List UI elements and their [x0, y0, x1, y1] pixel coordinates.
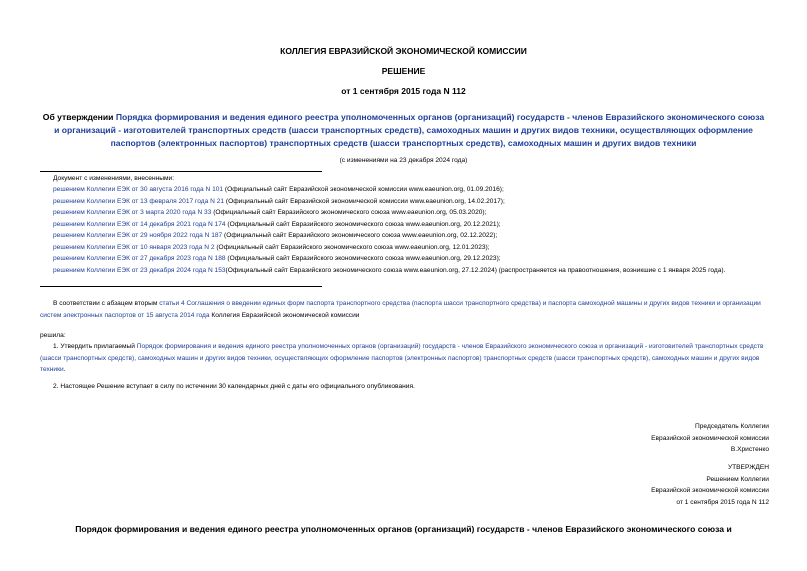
title-link[interactable]: Порядка формирования и ведения единого реестра уполномоченных органов (организаций) государств - членов Евразийского экономического союза и организаций - изготовителей транспортных средств (шасси транспортных средств), самоходных машин и других видов техники, осуществляющих оформление паспортов (электронных паспортов) транспортных средств (шасси транспортных средств), самоходных машин и других видов техники — [54, 112, 765, 148]
point-2: 2. Настоящее Решение вступает в силу по истечении 30 календарных дней с даты его официального опубликования. — [53, 383, 415, 390]
title-prefix: Об утверждении — [42, 112, 116, 122]
list-item: решением Коллегии ЕЭК от 23 декабря 2024 года N 153(Официальный сайт Евразийского экономического союза www.eaeunion.org, 27.12.2024) (распространяется на правоотношения, возникшие с 1 января 2025 года). — [53, 266, 726, 274]
list-item: решением Коллегии ЕЭК от 10 января 2023 года N 2 (Официальный сайт Евразийского экономического союза www.eaeunion.org, 12.01.2023); — [53, 243, 490, 251]
list-item: решением Коллегии ЕЭК от 14 декабря 2021 года N 174 (Официальный сайт Евразийского экономического союза www.eaeunion.org, 20.12.2021); — [53, 220, 501, 228]
decided-label: решила: — [40, 332, 66, 339]
amendment-link[interactable]: решением Коллегии ЕЭК от 14 декабря 2021 года N 174 — [53, 220, 226, 228]
org-name: КОЛЛЕГИЯ ЕВРАЗИЙСКОЙ ЭКОНОМИЧЕСКОЙ КОМИССИИ — [280, 46, 527, 56]
list-item: решением Коллегии ЕЭК от 29 ноября 2022 года N 187 (Официальный сайт Евразийского экономического союза www.eaeunion.org, 02.12.2022); — [53, 232, 498, 239]
preamble: В соответствии с абзацем вторым статьи 4 Соглашения о введении единых форм паспорта транспортного средства (паспорта шасси транспортного средства) и паспорта самоходной машины и других видов техники и организации систем электронных паспортов от 15 августа 2014 года Коллегия Евразийской экономической комиссии — [40, 300, 761, 319]
amendment-link[interactable]: решением Коллегии ЕЭК от 29 ноября 2022 года N 187 — [53, 232, 223, 239]
list-item: решением Коллегии ЕЭК от 30 августа 2016 года N 101 (Официальный сайт Евразийской экономической комиссии www.eaeunion.org, 01.09.2016); — [53, 186, 504, 193]
amendment-link[interactable]: решением Коллегии ЕЭК от 23 декабря 2024 года N 153 — [53, 266, 226, 274]
list-item: решением Коллегии ЕЭК от 3 марта 2020 года N 33 (Официальный сайт Евразийского экономического союза www.eaeunion.org, 05.03.2020); — [53, 209, 487, 216]
amendment-link[interactable]: решением Коллегии ЕЭК от 10 января 2023 года N 2 — [53, 243, 215, 251]
divider-top — [40, 171, 322, 172]
point-1: 1. Утвердить прилагаемый Порядок формирования и ведения единого реестра уполномоченных органов (организаций) государств - членов Евразийского экономического союза и организаций - изготовителей транспортных средств (шасси транспортных средств), самоходных машин и других видов техники, осуществляющих оформление паспортов (электронных паспортов) транспортных средств (шасси транспортных средств), самоходных машин и других видов техники. — [40, 343, 764, 373]
procedure-link[interactable]: Порядок формирования и ведения единого реестра уполномоченных органов (организаций) государств - членов Евразийского экономического союза и организаций - изготовителей транспортных средств (шасси транспортных средств), самоходных машин и других видов техники, осуществляющих оформление паспортов (электронных паспортов) транспортных средств (шасси транспортных средств), самоходных машин и других видов техники — [40, 343, 764, 373]
signature-block — [469, 421, 769, 456]
amendment-link[interactable]: решением Коллегии ЕЭК от 27 декабря 2023 года N 188 — [53, 255, 226, 262]
changes-intro: Документ с изменениями, внесенными: — [53, 175, 175, 182]
document-title — [42, 111, 765, 150]
amendment-note: (с изменениями на 23 декабря 2024 года) — [339, 157, 468, 164]
signature-name: В.Христенко — [730, 446, 769, 453]
agreement-link[interactable]: статьи 4 Соглашения о введении единых форм паспорта транспортного средства (паспорта шасси транспортного средства) и паспорта самоходной машины и других видов техники и организации систем электронных паспортов от 15 августа 2014 года — [40, 300, 761, 319]
list-item: решением Коллегии ЕЭК от 27 декабря 2023 года N 188 (Официальный сайт Евразийского экономического союза www.eaeunion.org, 29.12.2023); — [53, 255, 501, 262]
doc-type: РЕШЕНИЕ — [381, 66, 426, 76]
list-item: решением Коллегии ЕЭК от 13 февраля 2017 года N 21 (Официальный сайт Евразийской экономической комиссии www.eaeunion.org, 14.02.2017); — [53, 197, 505, 205]
signature-position: Председатель Коллегии — [695, 423, 769, 430]
amendment-link[interactable]: решением Коллегии ЕЭК от 3 марта 2020 года N 33 — [53, 209, 212, 216]
approved-label: УТВЕРЖДЕН — [727, 464, 769, 471]
amendment-link[interactable]: решением Коллегии ЕЭК от 13 февраля 2017 года N 21 — [53, 197, 225, 205]
procedure-heading: Порядок формирования и ведения единого реестра уполномоченных органов (организаций) государств - членов Евразийского экономического союза и — [75, 524, 732, 534]
signature-org: Евразийской экономической комиссии — [651, 434, 769, 442]
approved-block: УТВЕРЖДЕН Решением Коллегии Евразийской экономической комиссии от 1 сентября 2015 года N 112 — [469, 462, 769, 508]
amendment-link[interactable]: решением Коллегии ЕЭК от 30 августа 2016 года N 101 — [53, 186, 224, 193]
divider-bottom — [40, 286, 322, 287]
changes-list — [40, 184, 770, 276]
doc-date: от 1 сентября 2015 года N 112 — [341, 86, 466, 96]
